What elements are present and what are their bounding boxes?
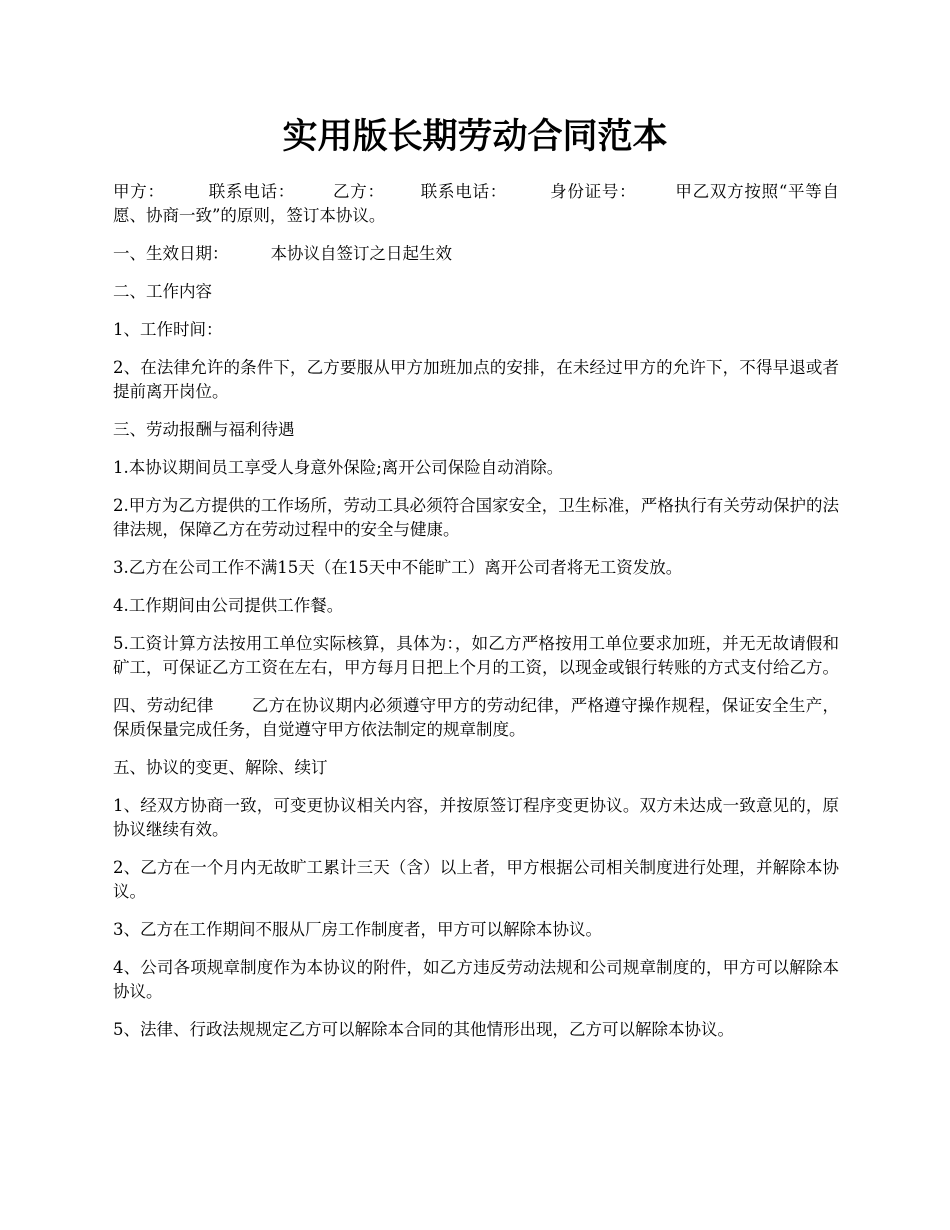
- section-3-heading: 三、劳动报酬与福利待遇: [113, 420, 295, 439]
- document-title: 实用版长期劳动合同范本: [282, 116, 668, 157]
- effective-date-label: 一、生效日期：: [113, 244, 229, 263]
- document-body: [113, 180, 839, 1056]
- phone-b-label: 联系电话：: [420, 182, 508, 201]
- section-4-label: 四、劳动纪律: [113, 696, 214, 715]
- section-5-item-5: 5、法律、行政法规规定乙方可以解除本合同的其他情形出现，乙方可以解除本协议。: [113, 1020, 734, 1039]
- intro-paragraph: [113, 180, 839, 228]
- section-3-item-5: 5.工资计算方法按用工单位实际核算，具体为：，如乙方严格按用工单位要求加班，并无无故请假和矿工，可保证乙方工资在左右，甲方每月日把上个月的工资，以现金或银行转账的方式支付给乙方。: [113, 634, 839, 677]
- section-3-item-2: 2.甲方为乙方提供的工作场所，劳动工具必须符合国家安全，卫生标准，严格执行有关劳动保护的法律法规，保障乙方在劳动过程中的安全与健康。: [113, 496, 839, 539]
- party-a-label: 甲方：: [113, 182, 165, 201]
- section-5-item-4: 4、公司各项规章制度作为本协议的附件，如乙方违反劳动法规和公司规章制度的，甲方可以解除本协议。: [113, 958, 839, 1001]
- section-5-item-2: 2、乙方在一个月内无故旷工累计三天（含）以上者，甲方根据公司相关制度进行处理，并解除本协议。: [113, 858, 839, 901]
- party-b-label: 乙方：: [333, 182, 385, 201]
- id-number-label: 身份证号：: [550, 182, 637, 201]
- section-3-item-3: 3.乙方在公司工作不满15天（在15天中不能旷工）离开公司者将无工资发放。: [113, 558, 683, 577]
- section-5-item-1: 1、经双方协商一致，可变更协议相关内容，并按原签订程序变更协议。双方未达成一致意见的，原协议继续有效。: [113, 796, 839, 839]
- section-5-heading: 五、协议的变更、解除、续订: [113, 758, 328, 777]
- section-4-paragraph: [113, 694, 839, 742]
- section-3-item-1: 1.本协议期间员工享受人身意外保险;离开公司保险自动消除。: [113, 458, 564, 477]
- phone-a-label: 联系电话：: [208, 182, 296, 201]
- section-5-item-3: 3、乙方在工作期间不服从厂房工作制度者，甲方可以解除本协议。: [113, 920, 602, 939]
- effective-date-paragraph: [113, 242, 839, 266]
- section-4-text: 乙方在协议期内必须遵守甲方的劳动纪律，严格遵守操作规程，保证安全生产，保质保量完成任务，自觉遵守甲方依法制定的规章制度。: [113, 696, 840, 739]
- section-2-item-1: 1、工作时间：: [113, 320, 223, 339]
- effective-date-text: 本协议自签订之日起生效: [270, 244, 452, 263]
- section-2-item-2: 2、在法律允许的条件下，乙方要服从甲方加班加点的安排，在未经过甲方的允许下，不得早退或者提前离开岗位。: [113, 358, 839, 401]
- section-2-heading: 二、工作内容: [113, 282, 212, 301]
- principle-text: 甲乙双方按照“平等自愿、协商一致”的原则，签订本协议。: [113, 182, 840, 225]
- section-3-item-4: 4.工作期间由公司提供工作餐。: [113, 596, 344, 615]
